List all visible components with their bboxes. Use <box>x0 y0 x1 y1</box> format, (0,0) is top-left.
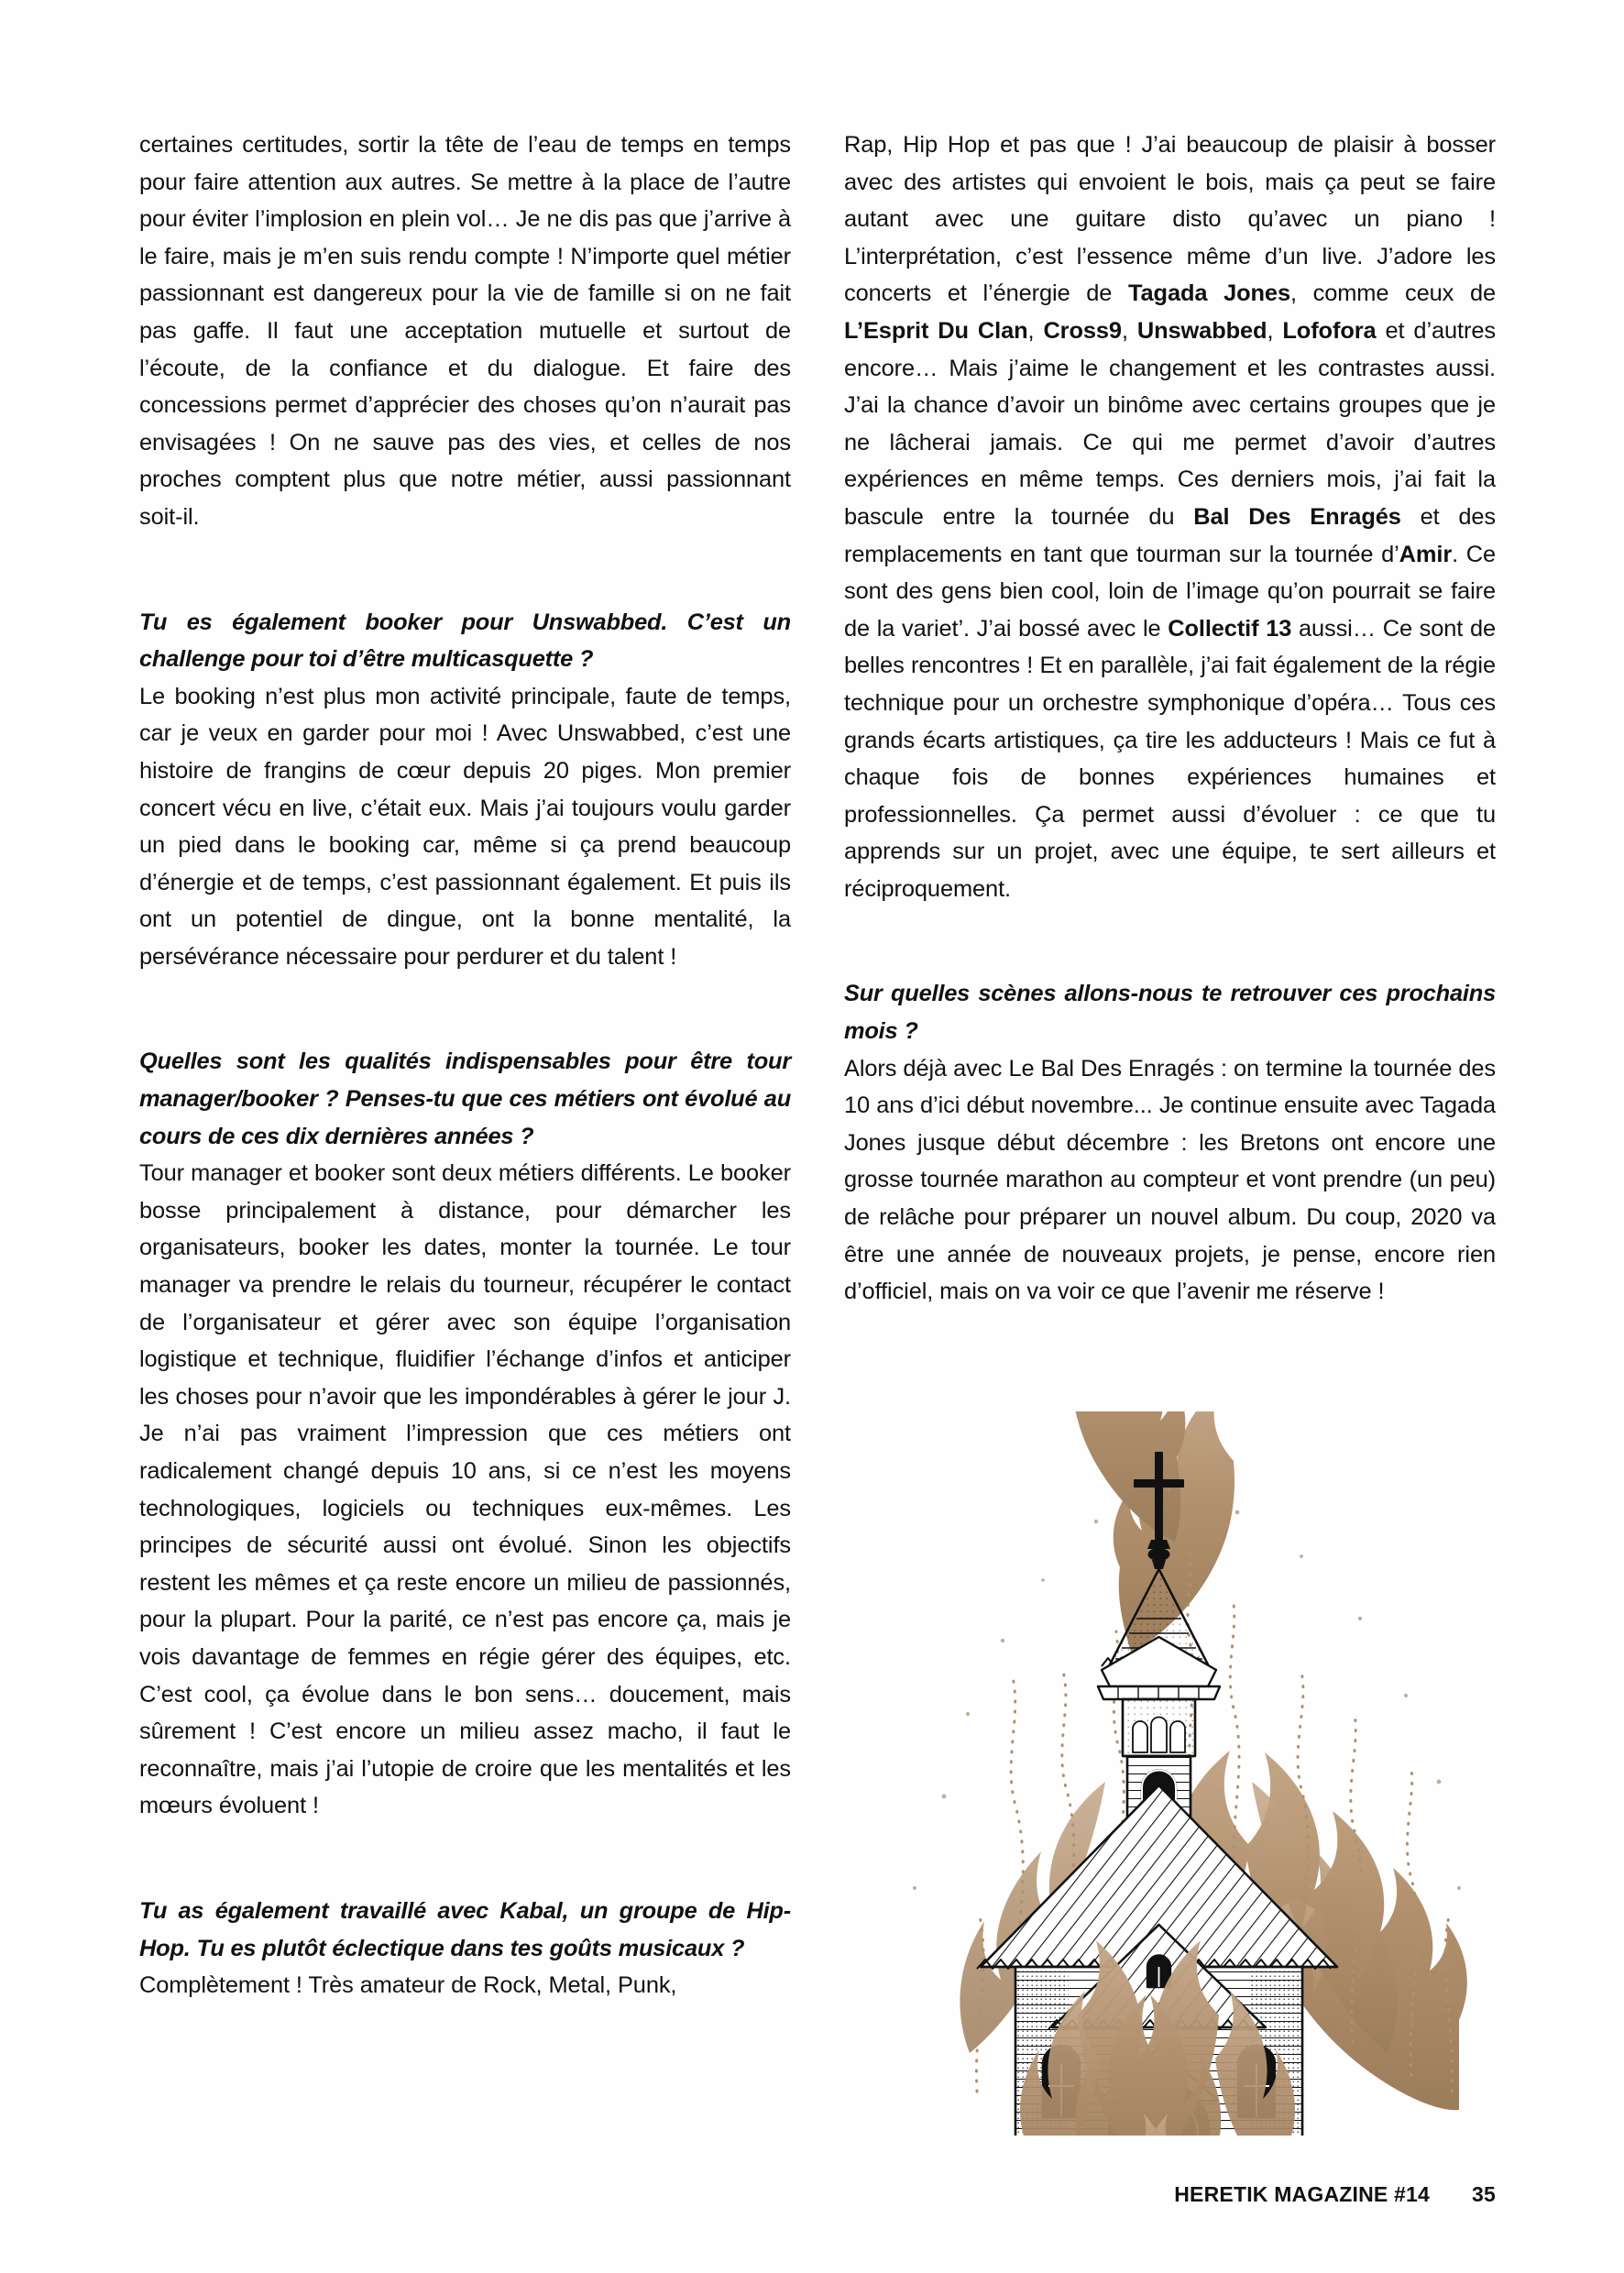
interview-answer-1: Le booking n’est plus mon activité principale, faute de temps, car je veux en garder pour moi ! Avec Unswabbed, c’est une histoire de frangins de cœur depuis 20 piges. Mon premier concert vécu en live, c’était eux. Mais j’ai toujours voulu garder un pied dans le booking car, même si ça prend beaucoup d’énergie et de temps, c’est passionnant également. Et puis ils ont un potentiel de dingue, ont la bonne mentalité, la persévérance nécessaire pour perdurer et du talent ! <box>139 683 791 970</box>
answer-text: , <box>1267 317 1283 344</box>
band-name-unswabbed: Unswabbed <box>1136 317 1267 344</box>
answer-text: , <box>1027 317 1044 344</box>
interview-answer-2: Tour manager et booker sont deux métiers différents. Le booker bosse principalement à distance, pour démarcher les organisateurs, booker les dates, monter la tournée. Le tour manager va prendre le relais du tourneur, récupérer le contact de l’organisateur et gérer avec son équipe l’organisation logistique et technique, fluidifier l’échange d’infos et anticiper les choses pour n’avoir que les impondérables à gérer le jour J. Je n’ai pas vraiment l’impression que ces métiers ont radicalement changé depuis 10 ans, si ce n’est les moyens technologiques, logiciels ou techniques eux-mêmes. Les principes de sécurité aussi ont évolué. Sinon les objectifs restent les mêmes et ça reste encore un milieu de passionnés, pour la plupart. Pour la parité, ce n’est pas encore ça, mais je vois davantage de femmes en régie gérer des équipes, etc. C’est cool, ça évolue dans le bon sens… doucement, mais sûrement ! C’est encore un milieu assez macho, il faut le reconnaître, mais j’ai l’utopie de croire que les mentalités et les mœurs évoluent ! <box>139 1160 791 1819</box>
answer-text: et des remplacements en tant que tourman sur la tournée d’ <box>844 503 1497 567</box>
paragraph-spacer <box>844 907 1496 942</box>
answer-text: et d’autres encore… Mais j’aime le changement et les contrastes aussi. J’ai la chance d’avoir un binôme avec certains groupes que je ne lâcherai jamais. Ce qui me permet d’avoir d’autres expériences en même temps. Ces derniers mois, j’ai fait la bascule entre la tournée du <box>844 317 1496 530</box>
band-name-lofofora: Lofofora <box>1282 317 1377 344</box>
paragraph-spacer <box>139 975 791 1010</box>
answer-text: , comme ceux de <box>1289 280 1497 307</box>
band-name-cross9: Cross9 <box>1043 317 1122 344</box>
left-column <box>139 126 791 2004</box>
interview-question-4: Sur quelles scènes allons-nous te retrouver ces prochains mois ? <box>844 981 1496 1045</box>
band-name-bal-des-enrages: Bal Des Enragés <box>1193 503 1401 530</box>
interview-question-3: Tu as également travaillé avec Kabal, un groupe de Hip-Hop. Tu es plutôt éclectique dans tes goûts musicaux ? <box>139 1897 791 1961</box>
answer-text: . Ce sont des gens bien cool, loin de l’image qu’on pourrait se faire de la variet’. J’ai bossé avec le <box>844 541 1496 642</box>
band-name-lesprit-du-clan: L’Esprit Du Clan <box>844 317 1028 344</box>
interview-question-1: Tu es également booker pour Unswabbed. C’est un challenge pour toi d’être multicasquette ? <box>139 609 791 673</box>
paragraph-spacer <box>139 1825 791 1860</box>
answer-text: aussi… Ce sont de belles rencontres ! Et en parallèle, j’ai fait également de la régie technique pour un orchestre symphonique d’opéra… Tous ces grands écarts artistiques, ça tire les adducteurs ! Mais ce fut à chaque fois de bonnes expériences humaines et professionnelles. Ça permet aussi d’évoluer : ce que tu apprends sur un projet, avec une équipe, te sert ailleurs et réciproquement. <box>844 615 1497 902</box>
magazine-title: HERETIK MAGAZINE #14 <box>1174 2182 1431 2206</box>
band-name-tagada-jones: Tagada Jones <box>1128 280 1290 307</box>
interview-answer-4: Alors déjà avec Le Bal Des Enragés : on termine la tournée des 10 ans d’ici début novembre... Je continue ensuite avec Tagada Jones jusque début décembre : les Bretons ont encore une grosse tournée marathon au compteur et vont prendre (un peu) de relâche pour préparer un nouvel album. Du coup, 2020 va être une année de nouveaux projets, je pense, encore rien d’officiel, mais on va voir ce que l’avenir me réserve ! <box>844 1055 1496 1305</box>
belfry-louvers <box>1133 1718 1185 1753</box>
paragraph-spacer <box>139 536 791 571</box>
page-number: 35 <box>1472 2182 1496 2206</box>
answer-text: , <box>1121 317 1137 344</box>
burning-church-illustration <box>807 1411 1503 2136</box>
band-name-collectif-13: Collectif 13 <box>1168 615 1292 642</box>
page-footer <box>139 2182 1496 2207</box>
paragraph-continuation: certaines certitudes, sortir la tête de l’eau de temps en temps pour faire attention aux autres. Se mettre à la place de l’autre pour éviter l’implosion en plein vol… Je ne dis pas que j’arrive à le faire, mais je m’en suis rendu compte ! N’importe quel métier passionnant est dangereux pour la vie de famille si on ne fait pas gaffe. Il faut une acceptation mutuelle et surtout de l’écoute, de la confiance et du dialogue. Et faire des concessions permet d’apprécier des choses qu’on n’aurait pas envisagées ! On ne sauve pas des vies, et celles de nos proches comptent plus que notre métier, aussi passionnant soit-il. <box>139 132 791 530</box>
interview-answer-3-start: Complètement ! Très amateur de Rock, Metal, Punk, <box>139 1972 677 1999</box>
interview-answer-3-continued <box>844 126 1496 907</box>
interview-question-2: Quelles sont les qualités indispensables pour être tour manager/booker ? Penses-tu que ces métiers ont évolué au cours de ces dix dernières années ? <box>139 1049 791 1149</box>
gable-vent <box>1147 1956 1170 1988</box>
artist-name-amir: Amir <box>1399 541 1453 567</box>
answer-text: Rap, Hip Hop et pas que ! J’ai beaucoup de plaisir à bosser avec des artistes qui envoient le bois, mais ça peut se faire autant avec une guitare disto qu’avec un piano ! L’interprétation, c’est l’essence même d’un live. J’adore les concerts et l’énergie de <box>844 132 1496 307</box>
